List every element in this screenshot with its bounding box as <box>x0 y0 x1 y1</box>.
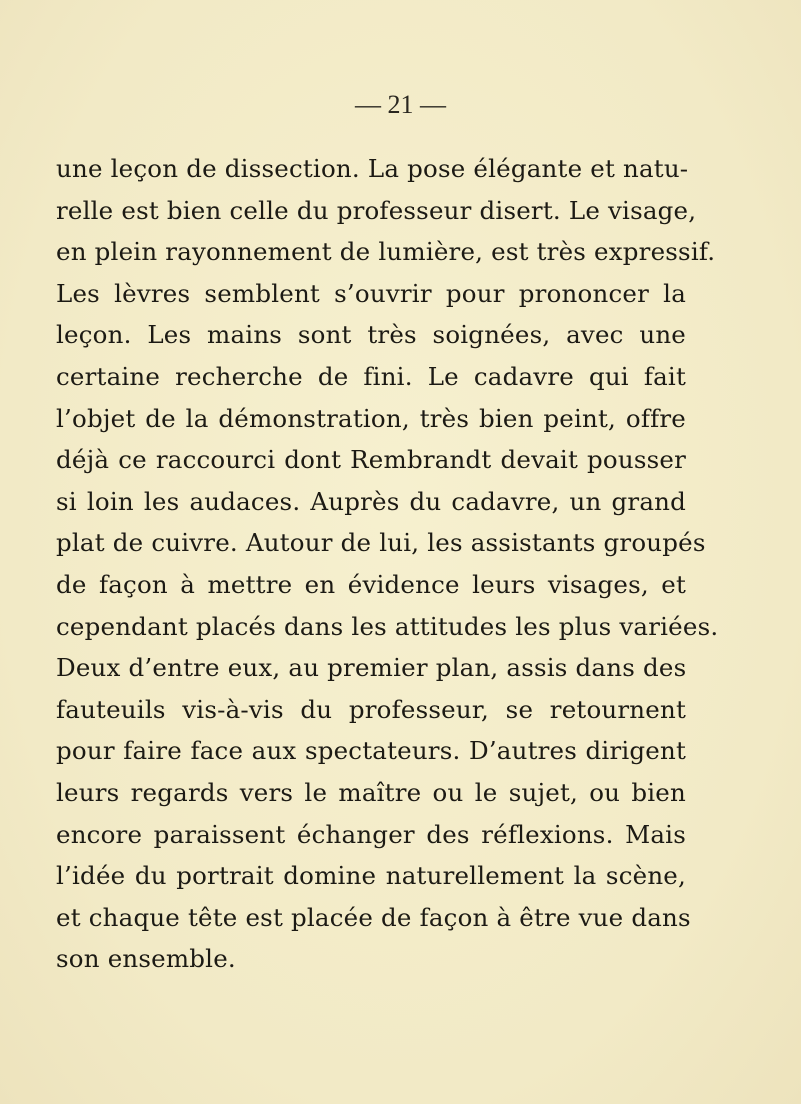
text-line: et chaque tête est placée de façon à être vue dans <box>56 902 691 932</box>
text-line: encore paraissent échanger des réflexions. Mais <box>56 819 686 849</box>
text-line: leurs regards vers le maître ou le sujet, ou bien <box>56 777 686 807</box>
text-line: l’objet de la démonstration, très bien peint, offre <box>56 403 686 433</box>
text-line: son ensemble. <box>56 944 236 974</box>
text-line: cependant placés dans les attitudes les plus variées. <box>56 611 719 641</box>
text-line: déjà ce raccourci dont Rembrandt devait pousser <box>56 445 686 475</box>
text-line: Deux d’entre eux, au premier plan, assis dans des <box>56 653 687 683</box>
text-line: de façon à mettre en évidence leurs visages, et <box>56 569 686 599</box>
text-line: pour faire face aux spectateurs. D’autres dirigent <box>56 736 686 766</box>
text-line: en plein rayonnement de lumière, est très expressif. <box>56 237 716 267</box>
text-line: relle est bien celle du professeur disert. Le visage, <box>56 195 697 225</box>
text-line: plat de cuivre. Autour de lui, les assistants groupés <box>56 528 706 558</box>
text-line: une leçon de dissection. La pose élégante et natu- <box>56 154 689 183</box>
page-number: — 21 — <box>355 90 446 119</box>
text-line: Les lèvres semblent s’ouvrir pour prononcer la <box>56 278 686 308</box>
text-line: certaine recherche de fini. Le cadavre qui fait <box>56 361 686 391</box>
text-line: leçon. Les mains sont très soignées, avec une <box>56 320 686 350</box>
text-line: fauteuils vis-à-vis du professeur, se retournent <box>56 694 686 724</box>
body-paragraph <box>56 148 719 980</box>
text-line: si loin les audaces. Auprès du cadavre, un grand <box>56 486 686 516</box>
text-line: l’idée du portrait domine naturellement la scène, <box>56 861 686 891</box>
